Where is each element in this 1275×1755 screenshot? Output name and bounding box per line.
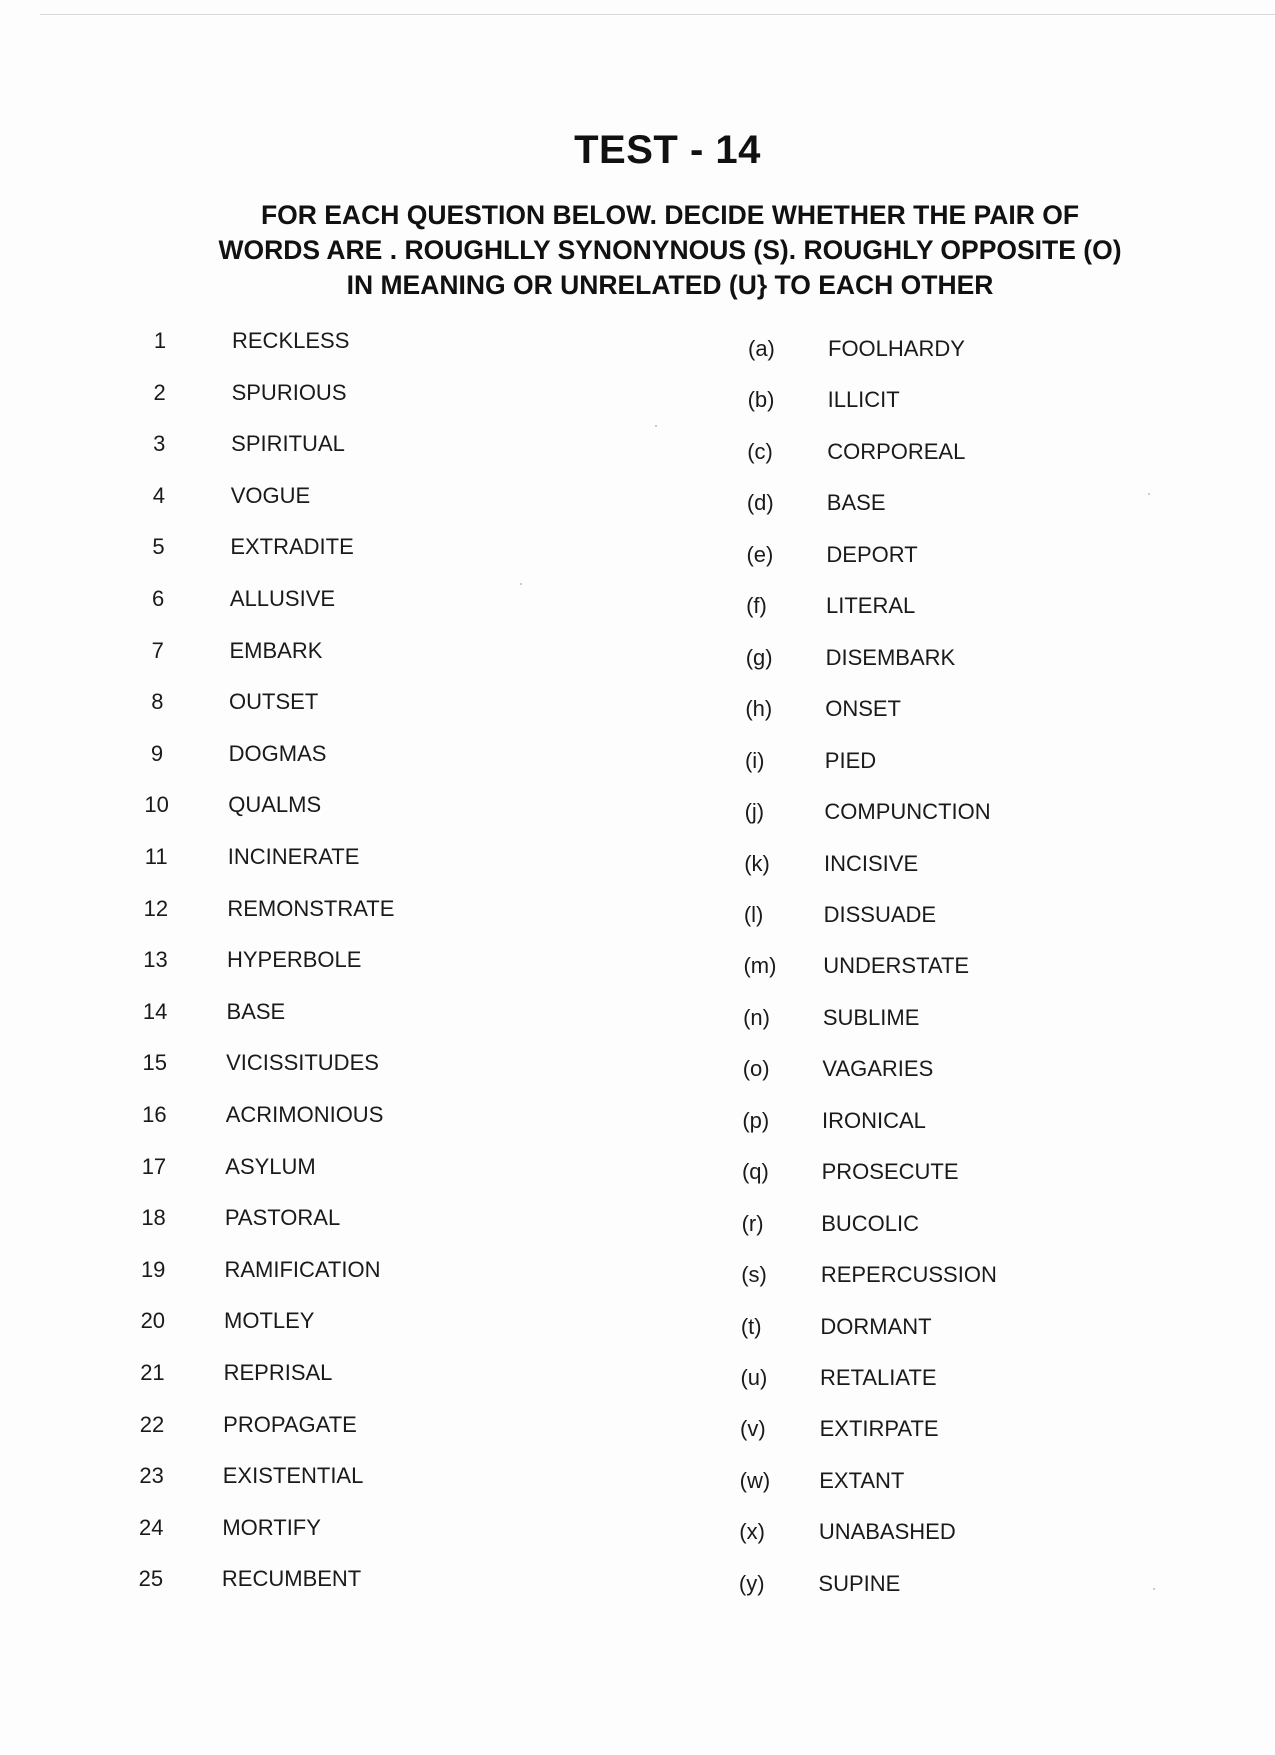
question-number: 2 xyxy=(153,379,166,405)
option-word: UNDERSTATE xyxy=(823,953,970,979)
question-word: PROPAGATE xyxy=(223,1411,357,1437)
instructions-line: FOR EACH QUESTION BELOW. DECIDE WHETHER THE PAIR OF xyxy=(260,200,1080,230)
option-word: DORMANT xyxy=(820,1313,932,1339)
option-letter: (y) xyxy=(738,1570,765,1596)
option-letter: (m) xyxy=(743,953,777,979)
option-word: EXTANT xyxy=(819,1467,905,1493)
scan-speck xyxy=(655,425,657,427)
option-word: ILLICIT xyxy=(827,387,900,413)
question-number: 14 xyxy=(142,998,168,1024)
option-word: RETALIATE xyxy=(820,1365,937,1390)
option-letter: (s) xyxy=(741,1262,767,1288)
question-word: EMBARK xyxy=(229,637,323,663)
option-letter: (k) xyxy=(744,850,770,876)
question-word: ACRIMONIOUS xyxy=(225,1102,384,1127)
question-word: BASE xyxy=(226,998,286,1024)
option-word: DISEMBARK xyxy=(825,644,956,670)
instructions-line: IN MEANING OR UNRELATED (U} TO EACH OTHER xyxy=(346,270,994,300)
question-number: 18 xyxy=(141,1205,166,1231)
option-letter: (f) xyxy=(746,593,767,619)
question-word: SPIRITUAL xyxy=(231,431,345,457)
question-word: SPURIOUS xyxy=(231,379,347,405)
option-word: BUCOLIC xyxy=(821,1210,919,1236)
option-word: DISSUADE xyxy=(823,901,937,927)
option-word: LITERAL xyxy=(826,593,916,619)
option-word: PROSECUTE xyxy=(821,1159,959,1185)
question-number: 23 xyxy=(139,1463,164,1489)
scan-speck xyxy=(1148,493,1150,495)
option-word: SUBLIME xyxy=(822,1004,920,1030)
option-letter: (p) xyxy=(742,1107,770,1133)
option-word: DEPORT xyxy=(826,541,918,567)
question-word: DOGMAS xyxy=(228,740,327,766)
option-letter: (t) xyxy=(740,1313,762,1339)
question-word: HYPERBOLE xyxy=(226,947,362,973)
option-letter: (w) xyxy=(739,1467,771,1493)
option-letter: (c) xyxy=(747,438,773,464)
option-word: INCISIVE xyxy=(824,850,919,876)
option-word: VAGARIES xyxy=(822,1056,934,1082)
question-number: 11 xyxy=(144,844,168,869)
page-title: TEST - 14 xyxy=(574,128,761,172)
question-word: ASYLUM xyxy=(225,1153,316,1179)
option-word: FOOLHARDY xyxy=(828,336,965,361)
option-word: SUPINE xyxy=(818,1570,901,1596)
option-letter: (v) xyxy=(740,1416,766,1442)
question-word: EXTRADITE xyxy=(230,534,354,560)
question-number: 1 xyxy=(153,328,167,353)
option-letter: (d) xyxy=(746,490,774,516)
question-number: 9 xyxy=(150,740,164,766)
option-letter: (i) xyxy=(744,747,765,773)
option-word: BASE xyxy=(826,490,886,516)
question-number: 24 xyxy=(139,1514,164,1540)
option-letter: (n) xyxy=(743,1004,770,1030)
question-word: INCINERATE xyxy=(227,844,360,869)
question-word: VICISSITUDES xyxy=(226,1050,379,1076)
question-number: 4 xyxy=(152,482,165,508)
question-number: 21 xyxy=(140,1360,165,1385)
option-letter: (l) xyxy=(743,901,764,927)
option-letter: (b) xyxy=(747,387,775,413)
option-letter: (u) xyxy=(740,1365,768,1390)
option-word: ONSET xyxy=(825,696,901,722)
question-number: 25 xyxy=(138,1566,164,1592)
question-number: 22 xyxy=(139,1411,165,1437)
question-word: REMONSTRATE xyxy=(227,895,395,921)
question-word: OUTSET xyxy=(229,689,319,715)
option-word: REPERCUSSION xyxy=(820,1262,997,1288)
question-word: RECUMBENT xyxy=(221,1566,362,1592)
instructions-line: WORDS ARE . ROUGHLLY SYNONYNOUS (S). ROUGHLY OPPOSITE (O) xyxy=(218,235,1122,265)
option-word: IRONICAL xyxy=(822,1107,926,1133)
question-number: 10 xyxy=(144,792,169,818)
option-letter: (j) xyxy=(744,799,765,825)
option-letter: (g) xyxy=(745,644,773,670)
question-word: RECKLESS xyxy=(232,328,350,353)
question-number: 3 xyxy=(153,431,166,457)
question-word: REPRISAL xyxy=(223,1360,333,1385)
option-letter: (a) xyxy=(748,336,775,361)
question-word: MORTIFY xyxy=(222,1514,321,1540)
option-letter: (o) xyxy=(742,1056,770,1082)
question-number: 16 xyxy=(142,1102,167,1127)
question-number: 19 xyxy=(140,1256,166,1282)
question-word: VOGUE xyxy=(230,482,311,508)
question-word: MOTLEY xyxy=(224,1308,315,1334)
question-word: PASTORAL xyxy=(224,1205,341,1231)
question-number: 5 xyxy=(152,534,165,560)
option-word: EXTIRPATE xyxy=(819,1416,939,1442)
question-number: 20 xyxy=(140,1308,166,1334)
question-number: 12 xyxy=(143,895,169,921)
option-letter: (q) xyxy=(741,1159,769,1185)
option-letter: (r) xyxy=(741,1210,764,1236)
question-word: ALLUSIVE xyxy=(229,586,336,611)
option-word: CORPOREAL xyxy=(827,438,966,464)
question-number: 15 xyxy=(142,1050,167,1076)
question-word: QUALMS xyxy=(228,792,322,818)
scan-speck xyxy=(520,583,522,585)
option-letter: (x) xyxy=(739,1519,765,1545)
question-number: 17 xyxy=(141,1153,167,1179)
question-word: RAMIFICATION xyxy=(224,1256,381,1282)
question-word: EXISTENTIAL xyxy=(222,1463,364,1489)
option-word: PIED xyxy=(824,747,877,773)
scan-speck xyxy=(1153,1588,1155,1590)
question-number: 8 xyxy=(151,689,164,715)
option-word: UNABASHED xyxy=(818,1519,956,1545)
question-number: 7 xyxy=(151,637,164,663)
option-word: COMPUNCTION xyxy=(824,799,991,825)
question-number: 13 xyxy=(143,947,168,973)
question-number: 6 xyxy=(151,586,165,611)
option-letter: (h) xyxy=(745,696,773,722)
option-letter: (e) xyxy=(746,541,774,567)
